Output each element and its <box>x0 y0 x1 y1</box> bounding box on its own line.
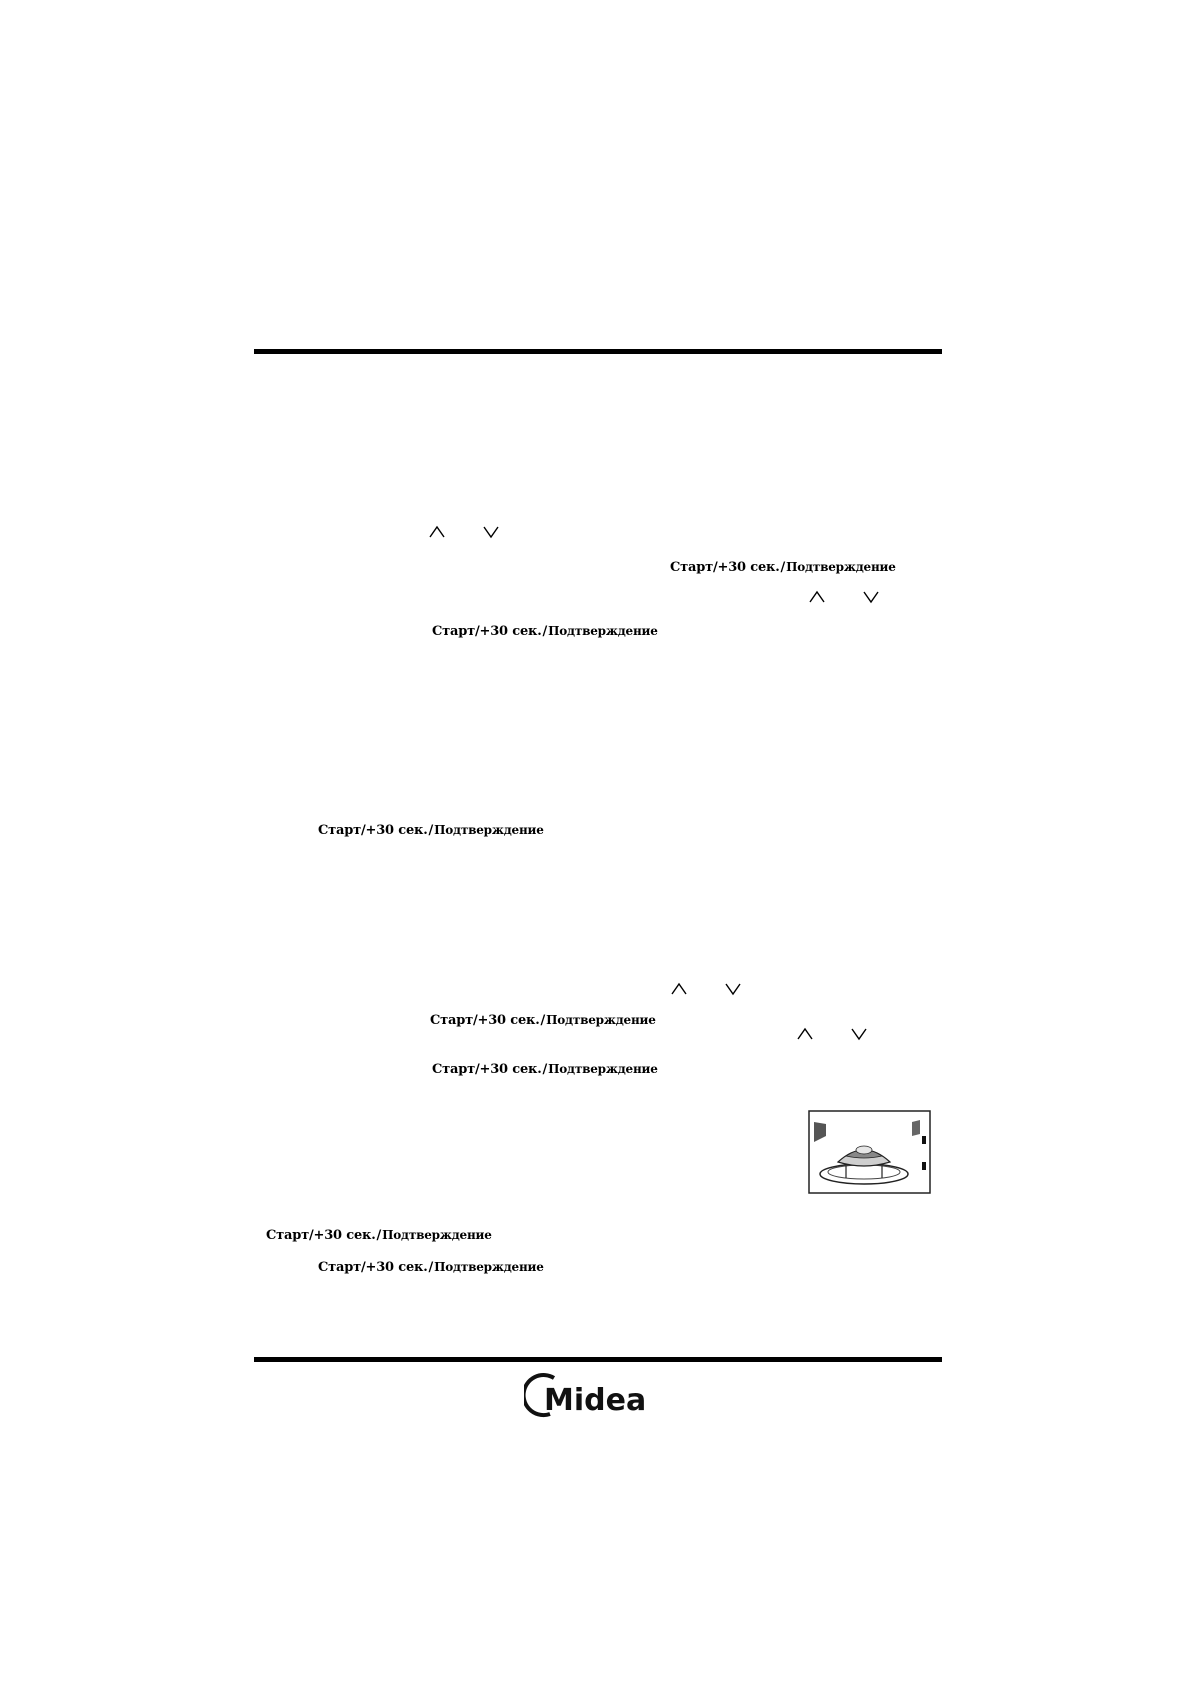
microwave-interior-illustration <box>808 1110 931 1194</box>
start-confirm-label: Старт/+30 сек./Подтверждение <box>430 1013 656 1028</box>
top-rule <box>254 349 942 354</box>
start-confirm-label: Старт/+30 сек./Подтверждение <box>670 560 896 575</box>
arrow-down-icon <box>726 984 740 994</box>
up-down-arrows <box>670 979 750 1001</box>
arrow-down-icon <box>852 1029 866 1039</box>
up-down-arrows <box>428 522 508 544</box>
arrow-up-icon <box>430 527 444 537</box>
svg-text:Midea: Midea <box>544 1383 647 1418</box>
start-confirm-label: Старт/+30 сек./Подтверждение <box>432 1062 658 1077</box>
arrow-down-icon <box>864 592 878 602</box>
arrow-up-icon <box>798 1029 812 1039</box>
start-confirm-label: Старт/+30 сек./Подтверждение <box>318 1260 544 1275</box>
bottom-rule <box>254 1357 942 1362</box>
start-confirm-label: Старт/+30 сек./Подтверждение <box>318 823 544 838</box>
midea-logo <box>524 1370 656 1424</box>
arrow-up-icon <box>672 984 686 994</box>
start-confirm-label: Старт/+30 сек./Подтверждение <box>266 1228 492 1243</box>
up-down-arrows <box>808 587 888 609</box>
arrow-up-icon <box>810 592 824 602</box>
start-confirm-label: Старт/+30 сек./Подтверждение <box>432 624 658 639</box>
up-down-arrows <box>796 1024 876 1046</box>
arrow-down-icon <box>484 527 498 537</box>
